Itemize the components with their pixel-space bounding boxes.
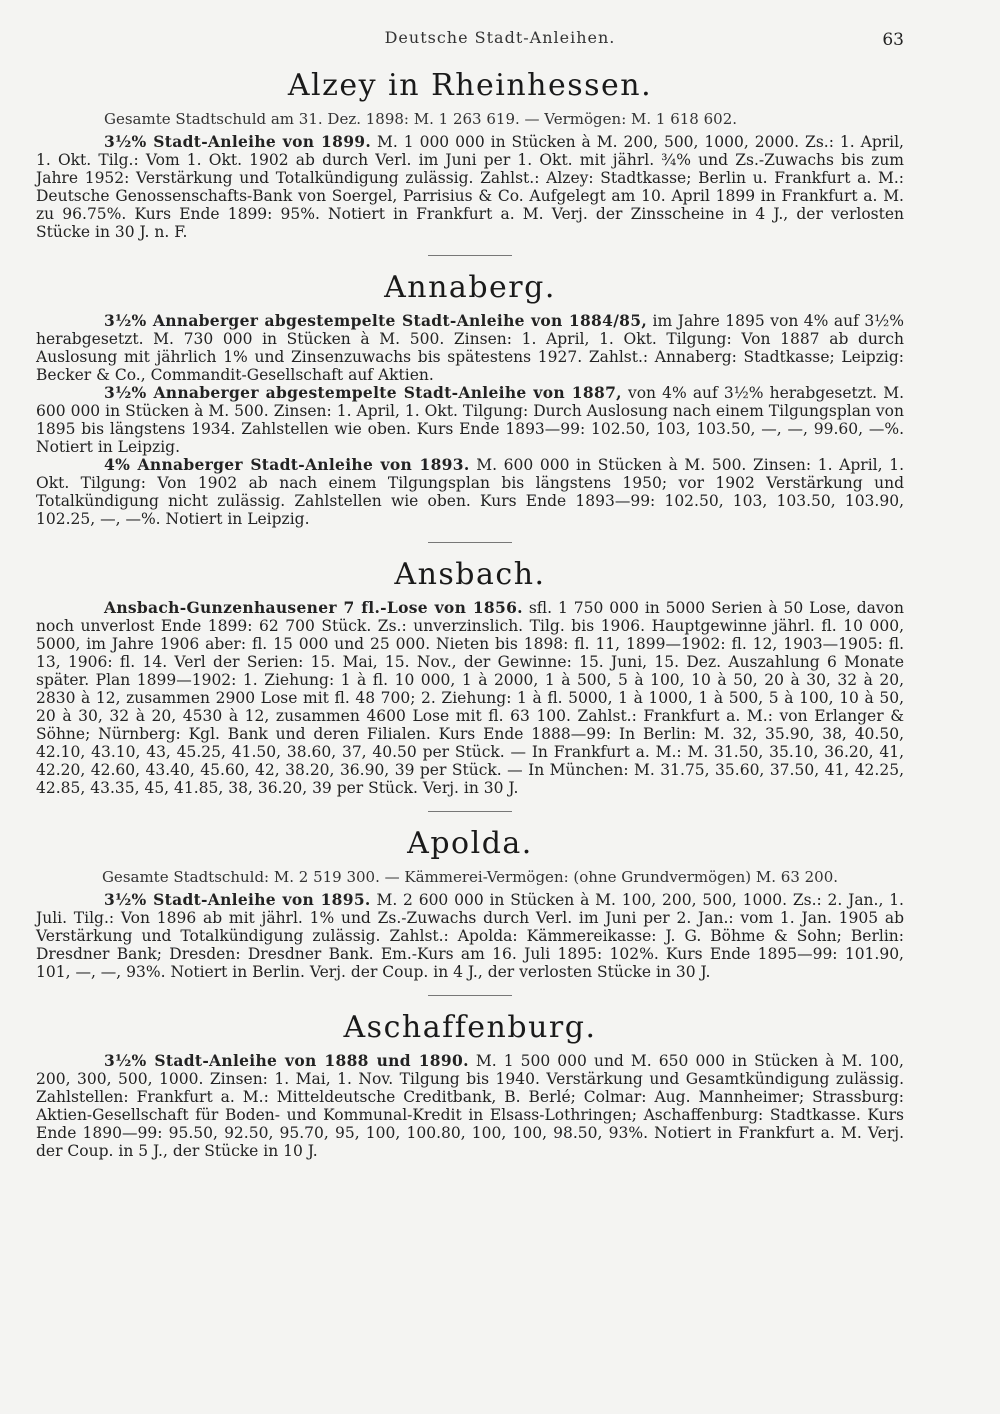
bond-entry [36, 599, 904, 797]
bond-entry [36, 891, 904, 981]
bond-entry [36, 384, 904, 456]
bond-details: im Jahre 1895 von 4% auf 3½% herabgesetzt. M. 730 000 in Stücken à M. 500. Zinsen: 1. April, 1. Okt. Tilgung: Von 1887 ab durch Auslosung mit jährlich 1% und Zinsenzuwachs bis spätestens 1927. Zahlst.: Annaberg: Stadtkasse; Leipzig: Becker & Co., Commandit-Gesellschaft auf Aktien. [36, 312, 905, 384]
section-title: Apolda. [407, 826, 533, 861]
bond-details: M. 2 600 000 in Stücken à M. 100, 200, 500, 1000. Zs.: 2. Jan., 1. Juli. Tilg.: Von 1896 ab mit jährl. 1% und Zs.-Zuwachs durch Verl. im Juni per 2. Jan.: vom 1. Jan. 1905 ab Verstärkung und Totalkündigung zulässig. Zahlst.: Apolda: Kämmereikasse: J. G. Böhme & Sohn; Berlin: Dresdner Bank; Dresden: Dresdner Bank. Em.-Kurs am 16. Juli 1895: 102%. Kurs Ende 1895—99: 101.90, 101, —, —, 93%. Notiert in Berlin. Verj. der Coup. in 4 J., der verlosten Stücke in 30 J. [36, 891, 904, 981]
bond-heading: 3½% Stadt-Anleihe von 1888 und 1890. [104, 1051, 469, 1070]
bond-entry [36, 312, 904, 384]
bond-entry [36, 1052, 904, 1160]
page-content [36, 68, 904, 1160]
section-annaberg [36, 270, 904, 528]
page-number: 63 [882, 30, 904, 50]
bond-heading: Ansbach-Gunzenhausener 7 fl.-Lose von 1856. [104, 598, 523, 617]
bond-heading: 3½% Stadt-Anleihe von 1895. [104, 890, 371, 909]
debt-summary: Gesamte Stadtschuld am 31. Dez. 1898: M. 1 263 619. — Vermögen: M. 1 618 602. [104, 110, 738, 128]
running-title: Deutsche Stadt-Anleihen. [384, 28, 616, 47]
bond-heading: 3½% Annaberger abgestempelte Stadt-Anleihe von 1884/85, [104, 311, 648, 330]
debt-summary: Gesamte Stadtschuld: M. 2 519 300. — Kämmerei-Vermögen: (ohne Grundvermögen) M. 63 200. [101, 868, 839, 886]
section-divider [428, 255, 512, 256]
bond-details: von 4% auf 3½% herabgesetzt. M. 600 000 in Stücken à M. 500. Zinsen: 1. April, 1. Okt. Tilgung: Durch Auslosung nach einem Tilgungsplan von 1895 bis längstens 1934. Zahlstellen wie oben. Kurs Ende 1893—99: 102.50, 103, 103.50, —, —, 99.60, —%. Notiert in Leipzig. [36, 384, 904, 456]
bond-details: M. 600 000 in Stücken à M. 500. Zinsen: 1. April, 1. Okt. Tilgung: Von 1902 ab nach einem Tilgungsplan bis längstens 1950; vor 1902 Verstärkung und Totalkündigung nicht zulässig. Zahlstellen wie oben. Kurs Ende 1893—99: 102.50, 103, 103.50, 103.90, 102.25, —, —%. Notiert in Leipzig. [36, 456, 904, 528]
bond-details: M. 1 000 000 in Stücken à M. 200, 500, 1000, 2000. Zs.: 1. April, 1. Okt. Tilg.: Vom 1. Okt. 1902 ab durch Verl. im Juni per 1. Okt. mit jährl. ¾% und Zs.-Zuwachs bis zum Jahre 1952: Verstärkung und Totalkündigung zulässig. Zahlst.: Alzey: Stadtkasse; Berlin u. Frankfurt a. M.: Deutsche Genossenschafts-Bank von Soergel, Parrisius & Co. Aufgelegt am 10. April 1899 in Frankfurt a. M. zu 96.75%. Kurs Ende 1899: 95%. Notiert in Frankfurt a. M. Verj. der Zinsscheine in 4 J., der verlosten Stücke in 30 J. n. F. [36, 133, 904, 241]
bond-heading: 3½% Stadt-Anleihe von 1899. [104, 132, 372, 151]
section-title: Ansbach. [394, 557, 546, 592]
section-title: Aschaffenburg. [343, 1010, 597, 1045]
section-divider [428, 542, 512, 543]
section-alzey [36, 68, 904, 241]
section-apolda [36, 826, 904, 981]
section-title: Alzey in Rheinhessen. [287, 68, 653, 103]
section-title: Annaberg. [384, 270, 556, 305]
section-divider [428, 995, 512, 996]
section-aschaffenburg [36, 1010, 904, 1160]
bond-entry [36, 456, 904, 528]
section-ansbach [36, 557, 904, 797]
bond-heading: 3½% Annaberger abgestempelte Stadt-Anleihe von 1887, [104, 383, 622, 402]
bond-details: M. 1 500 000 und M. 650 000 in Stücken à M. 100, 200, 300, 500, 1000. Zinsen: 1. Mai, 1. Nov. Tilgung bis 1940. Verstärkung und Gesamtkündigung zulässig. Zahlstellen: Frankfurt a. M.: Mitteldeutsche Creditbank, B. Berlé; Colmar: Aug. Mannheimer; Strassburg: Aktien-Gesellschaft für Boden- und Kommunal-Kredit in Elsass-Lothringen; Aschaffenburg: Stadtkasse. Kurs Ende 1890—99: 95.50, 92.50, 95.70, 95, 100, 100.80, 100, 100, 98.50, 93%. Notiert in Frankfurt a. M. Verj. der Coup. in 5 J., der Stücke in 10 J. [36, 1052, 904, 1160]
bond-heading: 4% Annaberger Stadt-Anleihe von 1893. [104, 455, 470, 474]
bond-details: sfl. 1 750 000 in 5000 Serien à 50 Lose, davon noch unverlost Ende 1899: 62 700 Stück. Zs.: unverzinslich. Tilg. bis 1906. Hauptgewinne jährl. fl. 10 000, 5000, im Jahre 1906 aber: fl. 15 000 und 25 000. Nieten bis 1898: fl. 11, 1899—1902: fl. 12, 1903—1905: fl. 13, 1906: fl. 14. Verl der Serien: 15. Mai, 15. Nov., der Gewinne: 15. Juni, 15. Dez. Auszahlung 6 Monate später. Plan 1899—1902: 1. Ziehung: 1 à fl. 10 000, 1 à 2000, 1 à 500, 5 à 100, 10 à 50, 20 à 30, 32 à 20, 2830 à 12, zusammen 2900 Lose mit fl. 48 700; 2. Ziehung: 1 à fl. 5000, 1 à 1000, 1 à 500, 5 à 100, 10 à 50, 20 à 30, 32 à 20, 4530 à 12, zusammen 4600 Lose mit fl. 63 100. Zahlst.: Frankfurt a. M.: von Erlanger & Söhne; Nürnberg: Kgl. Bank und deren Filialen. Kurs Ende 1888—99: In Berlin: M. 32, 35.90, 38, 40.50, 42.10, 43.10, 43, 45.25, 41.50, 38.60, 37, 40.50 per Stück. — In Frankfurt a. M.: M. 31.50, 35.10, 36.20, 41, 42.20, 42.60, 43.40, 45.60, 42, 38.20, 36.90, 39 per Stück. — In München: M. 31.75, 35.60, 37.50, 41, 42.25, 42.85, 43.35, 45, 41.85, 38, 36.20, 39 per Stück. Verj. in 30 J. [36, 599, 904, 797]
section-divider [428, 811, 512, 812]
bond-entry [36, 133, 904, 241]
